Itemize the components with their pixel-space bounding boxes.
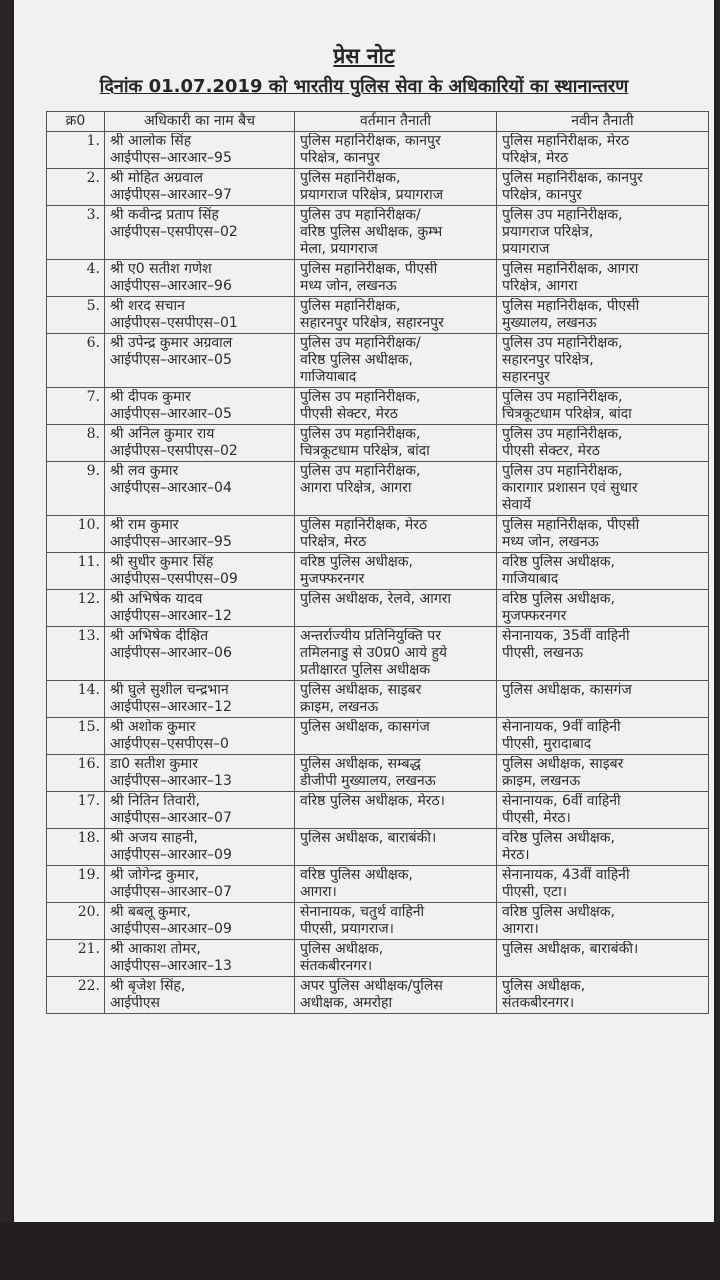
new-posting-line: चित्रकूटधाम परिक्षेत्र, बांदा bbox=[502, 406, 632, 422]
table-row bbox=[47, 903, 709, 940]
serial-number: 15. bbox=[47, 718, 105, 755]
current-posting-line: पुलिस उप महानिरीक्षक/ bbox=[300, 335, 421, 351]
table-row bbox=[47, 681, 709, 718]
officer-name-cell bbox=[105, 388, 295, 425]
new-posting-cell bbox=[497, 627, 709, 681]
new-posting-line: मुजफ्फरनगर bbox=[502, 608, 567, 624]
new-posting-line: पीएसी सेक्टर, मेरठ bbox=[502, 443, 600, 459]
new-posting-line: पीएसी, एटा। bbox=[502, 884, 568, 900]
table-row bbox=[47, 334, 709, 388]
officer-name-cell bbox=[105, 681, 295, 718]
table-header bbox=[47, 112, 709, 132]
new-posting-line: आगरा। bbox=[502, 921, 539, 937]
officer-line: श्री ए0 सतीश गणेश bbox=[110, 261, 212, 277]
serial-number: 4. bbox=[47, 260, 105, 297]
current-posting-line: वरिष्ठ पुलिस अधीक्षक, मेरठ। bbox=[300, 793, 445, 809]
current-posting-cell bbox=[295, 260, 497, 297]
officer-line: श्री राम कुमार bbox=[110, 517, 179, 533]
current-posting-line: पुलिस महानिरीक्षक, पीएसी bbox=[300, 261, 438, 277]
new-posting-line: पुलिस अधीक्षक, बाराबंकी। bbox=[502, 941, 639, 957]
new-posting-line: वरिष्ठ पुलिस अधीक्षक, bbox=[502, 591, 615, 607]
officer-line: डा0 सतीश कुमार bbox=[110, 756, 198, 772]
current-posting-cell bbox=[295, 590, 497, 627]
officer-name-cell bbox=[105, 516, 295, 553]
current-posting-line: चित्रकूटधाम परिक्षेत्र, बांदा bbox=[300, 443, 430, 459]
current-posting-line: पुलिस उप महानिरीक्षक/ bbox=[300, 207, 421, 223]
table-row bbox=[47, 462, 709, 516]
current-posting-cell bbox=[295, 977, 497, 1014]
new-posting-cell bbox=[497, 388, 709, 425]
new-posting-line: पुलिस महानिरीक्षक, कानपुर bbox=[502, 170, 643, 186]
serial-number: 14. bbox=[47, 681, 105, 718]
current-posting-line: सहारनपुर परिक्षेत्र, सहारनपुर bbox=[300, 315, 444, 331]
serial-number: 13. bbox=[47, 627, 105, 681]
current-posting-cell bbox=[295, 553, 497, 590]
current-posting-line: पुलिस अधीक्षक, bbox=[300, 941, 384, 957]
new-posting-line: सेनानायक, 6वीं वाहिनी bbox=[502, 793, 621, 809]
current-posting-line: अन्तर्राज्यीय प्रतिनियुक्ति पर bbox=[300, 628, 441, 644]
officer-line: आईपीएस–आरआर–04 bbox=[110, 480, 232, 496]
current-posting-cell bbox=[295, 516, 497, 553]
officer-line: श्री मोहित अग्रवाल bbox=[110, 170, 203, 186]
header-row bbox=[47, 112, 709, 132]
officer-line: आईपीएस–आरआर–95 bbox=[110, 150, 232, 166]
new-posting-line: परिक्षेत्र, आगरा bbox=[502, 278, 578, 294]
new-posting-cell bbox=[497, 334, 709, 388]
serial-number: 10. bbox=[47, 516, 105, 553]
officer-line: आईपीएस–एसपीएस–09 bbox=[110, 571, 238, 587]
new-posting-cell bbox=[497, 206, 709, 260]
table-row bbox=[47, 260, 709, 297]
current-posting-cell bbox=[295, 206, 497, 260]
current-posting-line: पुलिस महानिरीक्षक, bbox=[300, 170, 401, 186]
current-posting-cell bbox=[295, 866, 497, 903]
current-posting-line: अपर पुलिस अधीक्षक/पुलिस bbox=[300, 978, 443, 994]
serial-number: 1. bbox=[47, 132, 105, 169]
new-posting-line: सेनानायक, 9वीं वाहिनी bbox=[502, 719, 621, 735]
officer-line: श्री नितिन तिवारी, bbox=[110, 793, 201, 809]
header-new-posting: नवीन तैनाती bbox=[497, 112, 709, 132]
current-posting-line: पुलिस महानिरीक्षक, bbox=[300, 298, 401, 314]
current-posting-cell bbox=[295, 940, 497, 977]
current-posting-line: वरिष्ठ पुलिस अधीक्षक, bbox=[300, 867, 413, 883]
officer-line: आईपीएस–आरआर–06 bbox=[110, 645, 232, 661]
new-posting-cell bbox=[497, 260, 709, 297]
table-row bbox=[47, 590, 709, 627]
table-row bbox=[47, 627, 709, 681]
new-posting-line: गाजियाबाद bbox=[502, 571, 559, 587]
table-row bbox=[47, 829, 709, 866]
current-posting-line: पुलिस महानिरीक्षक, कानपुर bbox=[300, 133, 441, 149]
new-posting-line: पीएसी, मेरठ। bbox=[502, 810, 571, 826]
officer-line: श्री अजय साहनी, bbox=[110, 830, 199, 846]
table-row bbox=[47, 940, 709, 977]
transfer-table bbox=[46, 111, 709, 1014]
current-posting-line: पुलिस अधीक्षक, साइबर bbox=[300, 682, 422, 698]
current-posting-line: मध्य जोन, लखनऊ bbox=[300, 278, 397, 294]
new-posting-line: सहारनपुर परिक्षेत्र, bbox=[502, 352, 594, 368]
officer-line: आईपीएस–एसपीएस–0 bbox=[110, 736, 229, 752]
new-posting-cell bbox=[497, 718, 709, 755]
serial-number: 17. bbox=[47, 792, 105, 829]
new-posting-line: परिक्षेत्र, मेरठ bbox=[502, 150, 569, 166]
serial-number: 16. bbox=[47, 755, 105, 792]
officer-name-cell bbox=[105, 718, 295, 755]
current-posting-line: वरिष्ठ पुलिस अधीक्षक, bbox=[300, 352, 413, 368]
new-posting-cell bbox=[497, 553, 709, 590]
new-posting-cell bbox=[497, 903, 709, 940]
officer-name-cell bbox=[105, 132, 295, 169]
table-row bbox=[47, 866, 709, 903]
new-posting-cell bbox=[497, 977, 709, 1014]
current-posting-line: प्रयागराज परिक्षेत्र, प्रयागराज bbox=[300, 187, 444, 203]
officer-line: श्री जोगेन्द्र कुमार, bbox=[110, 867, 200, 883]
current-posting-cell bbox=[295, 755, 497, 792]
current-posting-line: पुलिस उप महानिरीक्षक, bbox=[300, 389, 421, 405]
table-row bbox=[47, 169, 709, 206]
new-posting-line: पुलिस उप महानिरीक्षक, bbox=[502, 207, 623, 223]
current-posting-line: मुजफ्फरनगर bbox=[300, 571, 365, 587]
serial-number: 20. bbox=[47, 903, 105, 940]
current-posting-line: पीएसी सेक्टर, मेरठ bbox=[300, 406, 398, 422]
new-posting-line: पुलिस अधीक्षक, कासगंज bbox=[502, 682, 632, 698]
new-posting-cell bbox=[497, 132, 709, 169]
serial-number: 8. bbox=[47, 425, 105, 462]
new-posting-line: पुलिस उप महानिरीक्षक, bbox=[502, 463, 623, 479]
current-posting-line: पुलिस अधीक्षक, कासगंज bbox=[300, 719, 430, 735]
serial-number: 18. bbox=[47, 829, 105, 866]
officer-line: आईपीएस–आरआर–12 bbox=[110, 699, 232, 715]
officer-name-cell bbox=[105, 755, 295, 792]
new-posting-line: वरिष्ठ पुलिस अधीक्षक, bbox=[502, 830, 615, 846]
officer-line: श्री अभिषेक दीक्षित bbox=[110, 628, 209, 644]
officer-line: आईपीएस–एसपीएस–02 bbox=[110, 224, 238, 240]
officer-line: श्री सुधीर कुमार सिंह bbox=[110, 554, 214, 570]
new-posting-cell bbox=[497, 792, 709, 829]
officer-name-cell bbox=[105, 903, 295, 940]
new-posting-line: संतकबीरनगर। bbox=[502, 995, 575, 1011]
serial-number: 5. bbox=[47, 297, 105, 334]
current-posting-line: पीएसी, प्रयागराज। bbox=[300, 921, 394, 937]
current-posting-line: गाजियाबाद bbox=[300, 369, 357, 385]
current-posting-cell bbox=[295, 388, 497, 425]
table-row bbox=[47, 132, 709, 169]
officer-name-cell bbox=[105, 977, 295, 1014]
officer-line: आईपीएस–आरआर–97 bbox=[110, 187, 232, 203]
officer-name-cell bbox=[105, 462, 295, 516]
new-posting-line: वरिष्ठ पुलिस अधीक्षक, bbox=[502, 904, 615, 920]
current-posting-cell bbox=[295, 462, 497, 516]
current-posting-cell bbox=[295, 903, 497, 940]
new-posting-line: पुलिस अधीक्षक, bbox=[502, 978, 586, 994]
current-posting-cell bbox=[295, 334, 497, 388]
serial-number: 22. bbox=[47, 977, 105, 1014]
page-title: प्रेस नोट bbox=[333, 44, 395, 68]
current-posting-line: प्रतीक्षारत पुलिस अधीक्षक bbox=[300, 662, 431, 678]
current-posting-line: अधीक्षक, अमरोहा bbox=[300, 995, 393, 1011]
current-posting-cell bbox=[295, 627, 497, 681]
officer-line: श्री बृजेश सिंह, bbox=[110, 978, 186, 994]
officer-line: आईपीएस–आरआर–95 bbox=[110, 534, 232, 550]
current-posting-line: पुलिस अधीक्षक, बाराबंकी। bbox=[300, 830, 437, 846]
new-posting-line: मध्य जोन, लखनऊ bbox=[502, 534, 599, 550]
new-posting-line: पुलिस महानिरीक्षक, मेरठ bbox=[502, 133, 630, 149]
current-posting-line: वरिष्ठ पुलिस अधीक्षक, bbox=[300, 554, 413, 570]
new-posting-line: पुलिस उप महानिरीक्षक, bbox=[502, 426, 623, 442]
officer-line: श्री उपेन्द्र कुमार अग्रवाल bbox=[110, 335, 233, 351]
officer-line: आईपीएस–एसपीएस–01 bbox=[110, 315, 238, 331]
new-posting-cell bbox=[497, 681, 709, 718]
officer-name-cell bbox=[105, 940, 295, 977]
officer-line: श्री घुले सुशील चन्द्रभान bbox=[110, 682, 229, 698]
new-posting-line: वरिष्ठ पुलिस अधीक्षक, bbox=[502, 554, 615, 570]
new-posting-line: पुलिस उप महानिरीक्षक, bbox=[502, 335, 623, 351]
serial-number: 19. bbox=[47, 866, 105, 903]
current-posting-cell bbox=[295, 681, 497, 718]
serial-number: 3. bbox=[47, 206, 105, 260]
officer-line: आईपीएस–आरआर–09 bbox=[110, 921, 232, 937]
current-posting-line: क्राइम, लखनऊ bbox=[300, 699, 379, 715]
officer-name-cell bbox=[105, 627, 295, 681]
officer-name-cell bbox=[105, 206, 295, 260]
new-posting-line: प्रयागराज bbox=[502, 241, 550, 257]
new-posting-line: पुलिस उप महानिरीक्षक, bbox=[502, 389, 623, 405]
officer-line: आईपीएस–आरआर–09 bbox=[110, 847, 232, 863]
header-current-posting: वर्तमान तैनाती bbox=[295, 112, 497, 132]
officer-name-cell bbox=[105, 169, 295, 206]
new-posting-cell bbox=[497, 940, 709, 977]
new-posting-cell bbox=[497, 866, 709, 903]
new-posting-cell bbox=[497, 462, 709, 516]
table-row bbox=[47, 388, 709, 425]
officer-line: श्री आकाश तोमर, bbox=[110, 941, 201, 957]
current-posting-cell bbox=[295, 792, 497, 829]
officer-name-cell bbox=[105, 297, 295, 334]
officer-line: आईपीएस–आरआर–05 bbox=[110, 406, 232, 422]
new-posting-cell bbox=[497, 755, 709, 792]
officer-name-cell bbox=[105, 590, 295, 627]
current-posting-cell bbox=[295, 829, 497, 866]
officer-line: श्री अनिल कुमार राय bbox=[110, 426, 215, 442]
table-row bbox=[47, 792, 709, 829]
current-posting-line: संतकबीरनगर। bbox=[300, 958, 373, 974]
new-posting-cell bbox=[497, 297, 709, 334]
serial-number: 6. bbox=[47, 334, 105, 388]
officer-line: श्री कवीन्द्र प्रताप सिंह bbox=[110, 207, 219, 223]
new-posting-cell bbox=[497, 590, 709, 627]
officer-name-cell bbox=[105, 553, 295, 590]
serial-number: 7. bbox=[47, 388, 105, 425]
current-posting-line: आगरा। bbox=[300, 884, 337, 900]
table-row bbox=[47, 977, 709, 1014]
officer-line: श्री आलोक सिंह bbox=[110, 133, 192, 149]
officer-line: आईपीएस–आरआर–13 bbox=[110, 958, 232, 974]
current-posting-line: परिक्षेत्र, मेरठ bbox=[300, 534, 367, 550]
new-posting-line: सेनानायक, 35वीं वाहिनी bbox=[502, 628, 630, 644]
table-body bbox=[47, 132, 709, 1014]
officer-line: श्री दीपक कुमार bbox=[110, 389, 191, 405]
new-posting-line: परिक्षेत्र, कानपुर bbox=[502, 187, 582, 203]
new-posting-line: पुलिस महानिरीक्षक, पीएसी bbox=[502, 298, 640, 314]
table-row bbox=[47, 553, 709, 590]
new-posting-line: सेवायें bbox=[502, 497, 531, 513]
desk-surface bbox=[0, 1222, 720, 1280]
table-row bbox=[47, 206, 709, 260]
new-posting-line: पुलिस अधीक्षक, साइबर bbox=[502, 756, 624, 772]
current-posting-line: आगरा परिक्षेत्र, आगरा bbox=[300, 480, 412, 496]
new-posting-cell bbox=[497, 169, 709, 206]
current-posting-line: वरिष्ठ पुलिस अधीक्षक, कुम्भ bbox=[300, 224, 443, 240]
header-officer-name: अधिकारी का नाम बैच bbox=[105, 112, 295, 132]
new-posting-line: प्रयागराज परिक्षेत्र, bbox=[502, 224, 594, 240]
officer-line: आईपीएस–आरआर–07 bbox=[110, 810, 232, 826]
current-posting-line: पुलिस अधीक्षक, रेलवे, आगरा bbox=[300, 591, 452, 607]
new-posting-line: पीएसी, लखनऊ bbox=[502, 645, 584, 661]
new-posting-line: सेनानायक, 43वीं वाहिनी bbox=[502, 867, 630, 883]
table-row bbox=[47, 516, 709, 553]
table-row bbox=[47, 297, 709, 334]
current-posting-line: डीजीपी मुख्यालय, लखनऊ bbox=[300, 773, 436, 789]
serial-number: 21. bbox=[47, 940, 105, 977]
current-posting-line: पुलिस अधीक्षक, सम्बद्ध bbox=[300, 756, 421, 772]
current-posting-line: तमिलनाडु से उ0प्र0 आये हुये bbox=[300, 645, 448, 661]
serial-number: 9. bbox=[47, 462, 105, 516]
officer-line: श्री बबलू कुमार, bbox=[110, 904, 191, 920]
current-posting-cell bbox=[295, 425, 497, 462]
current-posting-line: पुलिस उप महानिरीक्षक, bbox=[300, 426, 421, 442]
new-posting-cell bbox=[497, 425, 709, 462]
officer-name-cell bbox=[105, 792, 295, 829]
table-row bbox=[47, 755, 709, 792]
new-posting-line: कारागार प्रशासन एवं सुधार bbox=[502, 480, 638, 496]
officer-line: आईपीएस–आरआर–96 bbox=[110, 278, 232, 294]
current-posting-cell bbox=[295, 297, 497, 334]
officer-name-cell bbox=[105, 829, 295, 866]
new-posting-line: क्राइम, लखनऊ bbox=[502, 773, 581, 789]
officer-name-cell bbox=[105, 334, 295, 388]
table-row bbox=[47, 718, 709, 755]
current-posting-line: परिक्षेत्र, कानपुर bbox=[300, 150, 380, 166]
new-posting-cell bbox=[497, 829, 709, 866]
new-posting-line: पुलिस महानिरीक्षक, पीएसी bbox=[502, 517, 640, 533]
officer-line: श्री लव कुमार bbox=[110, 463, 179, 479]
new-posting-line: सहारनपुर bbox=[502, 369, 550, 385]
officer-line: श्री शरद सचान bbox=[110, 298, 185, 314]
serial-number: 2. bbox=[47, 169, 105, 206]
current-posting-cell bbox=[295, 169, 497, 206]
serial-number: 12. bbox=[47, 590, 105, 627]
current-posting-line: मेला, प्रयागराज bbox=[300, 241, 378, 257]
officer-line: आईपीएस–आरआर–13 bbox=[110, 773, 232, 789]
new-posting-line: पीएसी, मुरादाबाद bbox=[502, 736, 592, 752]
current-posting-line: पुलिस महानिरीक्षक, मेरठ bbox=[300, 517, 428, 533]
table-row bbox=[47, 425, 709, 462]
officer-line: आईपीएस bbox=[110, 995, 160, 1011]
press-note-sheet bbox=[14, 0, 714, 1222]
current-posting-cell bbox=[295, 132, 497, 169]
current-posting-cell bbox=[295, 718, 497, 755]
officer-name-cell bbox=[105, 866, 295, 903]
current-posting-line: पुलिस उप महानिरीक्षक, bbox=[300, 463, 421, 479]
new-posting-line: मुख्यालय, लखनऊ bbox=[502, 315, 597, 331]
officer-line: आईपीएस–एसपीएस–02 bbox=[110, 443, 238, 459]
officer-line: श्री अभिषेक यादव bbox=[110, 591, 203, 607]
officer-line: आईपीएस–आरआर–07 bbox=[110, 884, 232, 900]
officer-line: आईपीएस–आरआर–05 bbox=[110, 352, 232, 368]
officer-name-cell bbox=[105, 260, 295, 297]
current-posting-line: सेनानायक, चतुर्थ वाहिनी bbox=[300, 904, 425, 920]
new-posting-line: मेरठ। bbox=[502, 847, 530, 863]
officer-line: श्री अशोक कुमार bbox=[110, 719, 196, 735]
officer-line: आईपीएस–आरआर–12 bbox=[110, 608, 232, 624]
new-posting-cell bbox=[497, 516, 709, 553]
serial-number: 11. bbox=[47, 553, 105, 590]
new-posting-line: पुलिस महानिरीक्षक, आगरा bbox=[502, 261, 639, 277]
header-serial: क्र0 bbox=[47, 112, 105, 132]
officer-name-cell bbox=[105, 425, 295, 462]
page-subtitle: दिनांक 01.07.2019 को भारतीय पुलिस सेवा के अधिकारियों का स्थानान्तरण bbox=[99, 76, 629, 97]
